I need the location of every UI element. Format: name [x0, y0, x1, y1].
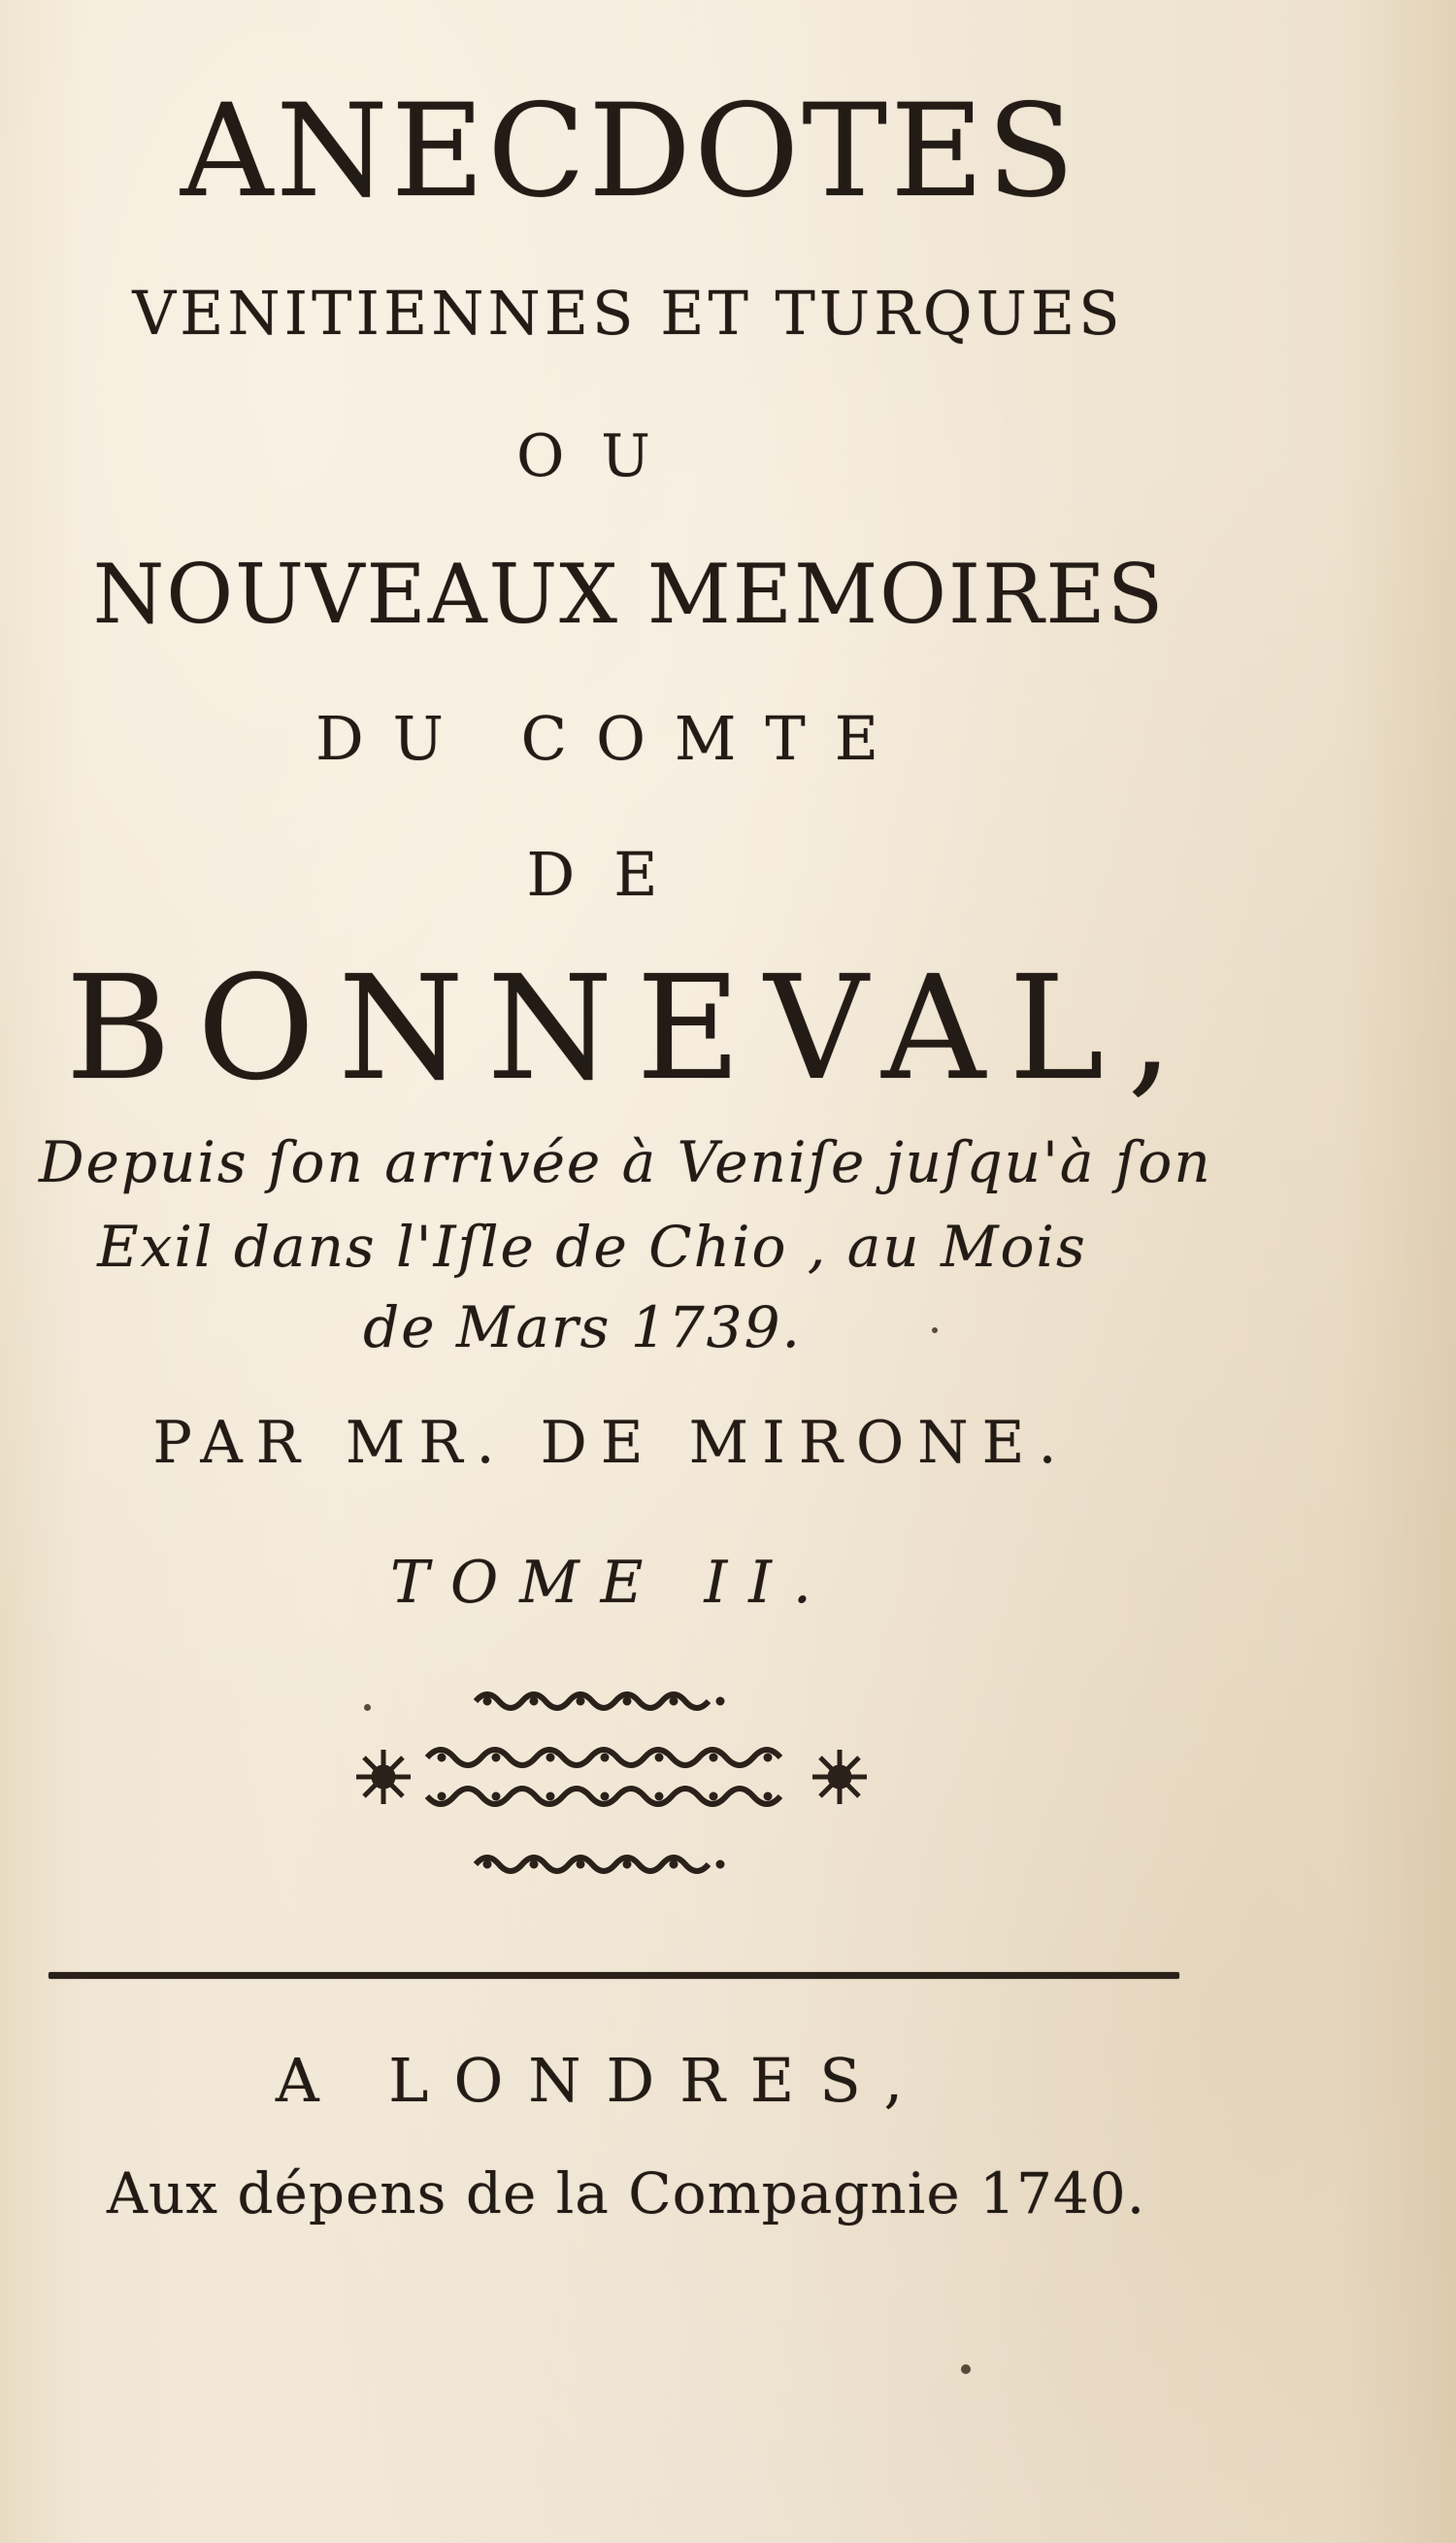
ornament-rosette-right [812, 1750, 867, 1804]
description-line-1: Depuis ſon arrivée à Veniſe juſqu'à ſon [39, 1129, 1212, 1195]
book-title: ANECDOTES [180, 77, 1078, 226]
imprint-place: A LONDRES, [275, 2045, 929, 2116]
subtitle-line-1: VENITIENNES ET TURQUES [132, 278, 1124, 349]
description-line-3: de Mars 1739. [363, 1294, 802, 1360]
ink-speck [364, 1704, 371, 1711]
horizontal-rule [49, 1972, 1179, 1979]
volume-label: TOME II. [390, 1549, 833, 1617]
printer-fleuron-ornament-icon [349, 1680, 874, 1903]
imprint-publisher: Aux dépens de la Compagnie 1740. [107, 2160, 1146, 2226]
ink-speck [961, 2364, 971, 2374]
subtitle-de: DE [526, 839, 697, 910]
subtitle-ou: OU [516, 422, 687, 490]
ornament-row-3 [427, 1789, 780, 1804]
subtitle-line-3: DU COMTE [314, 703, 909, 774]
subject-name: BONNEVAL, [65, 945, 1197, 1112]
ink-speck [932, 1327, 938, 1333]
author-line: PAR MR. DE MIRONE. [152, 1409, 1071, 1477]
ornament-row-top [476, 1694, 724, 1708]
ornament-row-2 [427, 1750, 780, 1765]
ornament-row-bottom [476, 1857, 724, 1871]
ornament-rosette-left [356, 1750, 411, 1804]
description-line-2: Exil dans l'Iſle de Chio , au Mois [97, 1214, 1087, 1280]
subtitle-line-2: NOUVEAUX MEMOIRES [92, 547, 1166, 642]
